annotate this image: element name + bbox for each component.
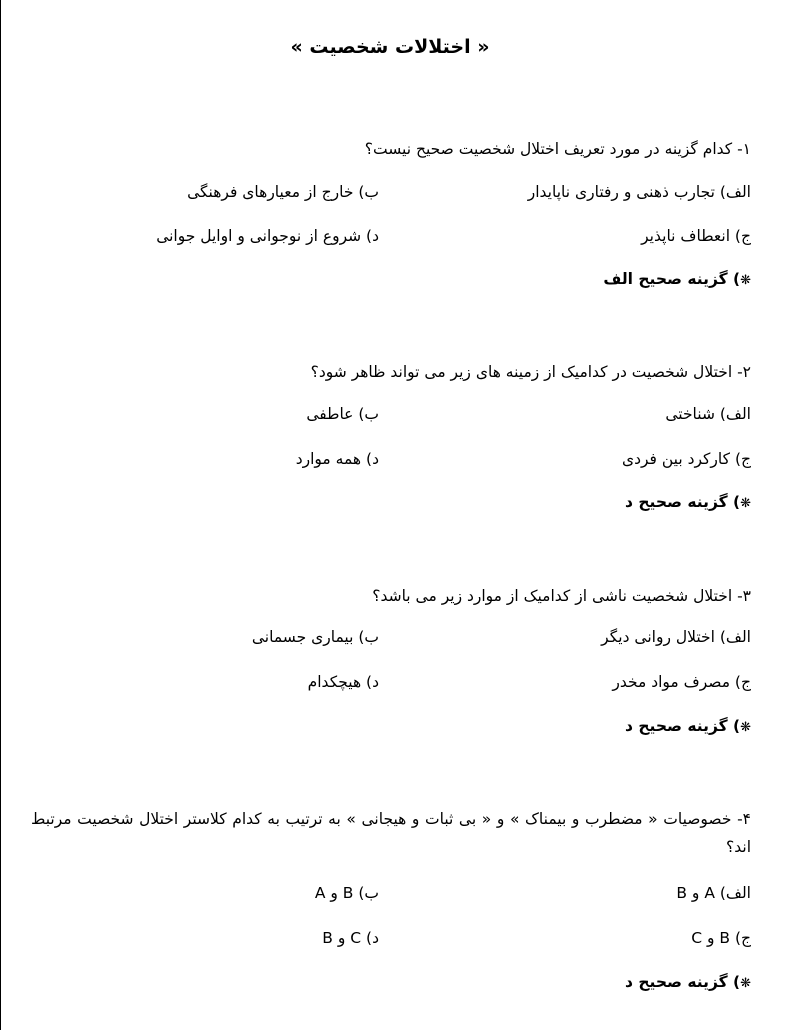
- question-3-option-c: ج) مصرف مواد مخدر: [612, 673, 751, 691]
- asterisk-icon: ❋: [740, 496, 751, 511]
- asterisk-icon: ❋: [740, 720, 751, 735]
- question-2-option-a: الف) شناختی: [665, 405, 751, 423]
- question-1-text: ۱- کدام گزینه در مورد تعریف اختلال شخصیت صحیح نیست؟: [364, 140, 751, 158]
- question-4-answer: [625, 973, 751, 991]
- question-1-answer-text: ) گزینه صحیح الف: [603, 270, 741, 288]
- question-2-answer: [625, 493, 751, 511]
- asterisk-icon: ❋: [740, 273, 751, 288]
- asterisk-icon: ❋: [740, 976, 751, 991]
- question-3-text: ۳- اختلال شخصیت ناشی از کدامیک از موارد زیر می باشد؟: [372, 587, 751, 605]
- question-1-option-c: ج) انعطاف ناپذیر: [641, 227, 751, 245]
- question-1-option-d: د) شروع از نوجوانی و اوایل جوانی: [156, 227, 379, 245]
- question-4-text: ۴- خصوصیات « مضطرب و بیمناک » و « بی ثبات و هیجانی » به ترتیب به کدام کلاستر اختلال شخصیت مرتبط اند؟: [31, 810, 751, 856]
- question-1-answer: [603, 270, 751, 288]
- question-2-option-c: ج) کارکرد بین فردی: [621, 450, 751, 468]
- question-3-answer-text: ) گزینه صحیح د: [625, 717, 741, 735]
- question-1-option-b: ب) خارج از معیارهای فرهنگی: [187, 183, 379, 201]
- question-1-option-a: الف) تجارب ذهنی و رفتاری ناپایدار: [527, 183, 751, 201]
- question-2-text: ۲- اختلال شخصیت در کدامیک از زمینه های زیر می تواند ظاهر شود؟: [310, 363, 751, 381]
- question-4-option-a: الف) A و B: [676, 884, 751, 902]
- question-4-answer-text: ) گزینه صحیح د: [625, 973, 741, 991]
- question-2-option-b: ب) عاطفی: [306, 405, 379, 423]
- question-3-answer: [625, 717, 751, 735]
- question-4-option-d: د) C و B: [322, 929, 379, 947]
- question-4-option-c: ج) B و C: [691, 929, 751, 947]
- question-3-option-d: د) هیچکدام: [307, 673, 379, 691]
- question-4-option-b: ب) B و A: [314, 884, 379, 902]
- question-3-option-a: الف) اختلال روانی دیگر: [601, 628, 751, 646]
- question-3-option-b: ب) بیماری جسمانی: [251, 628, 379, 646]
- document-title: « اختلالات شخصیت »: [290, 36, 490, 58]
- question-2-answer-text: ) گزینه صحیح د: [625, 493, 741, 511]
- question-2-option-d: د) همه موارد: [295, 450, 379, 468]
